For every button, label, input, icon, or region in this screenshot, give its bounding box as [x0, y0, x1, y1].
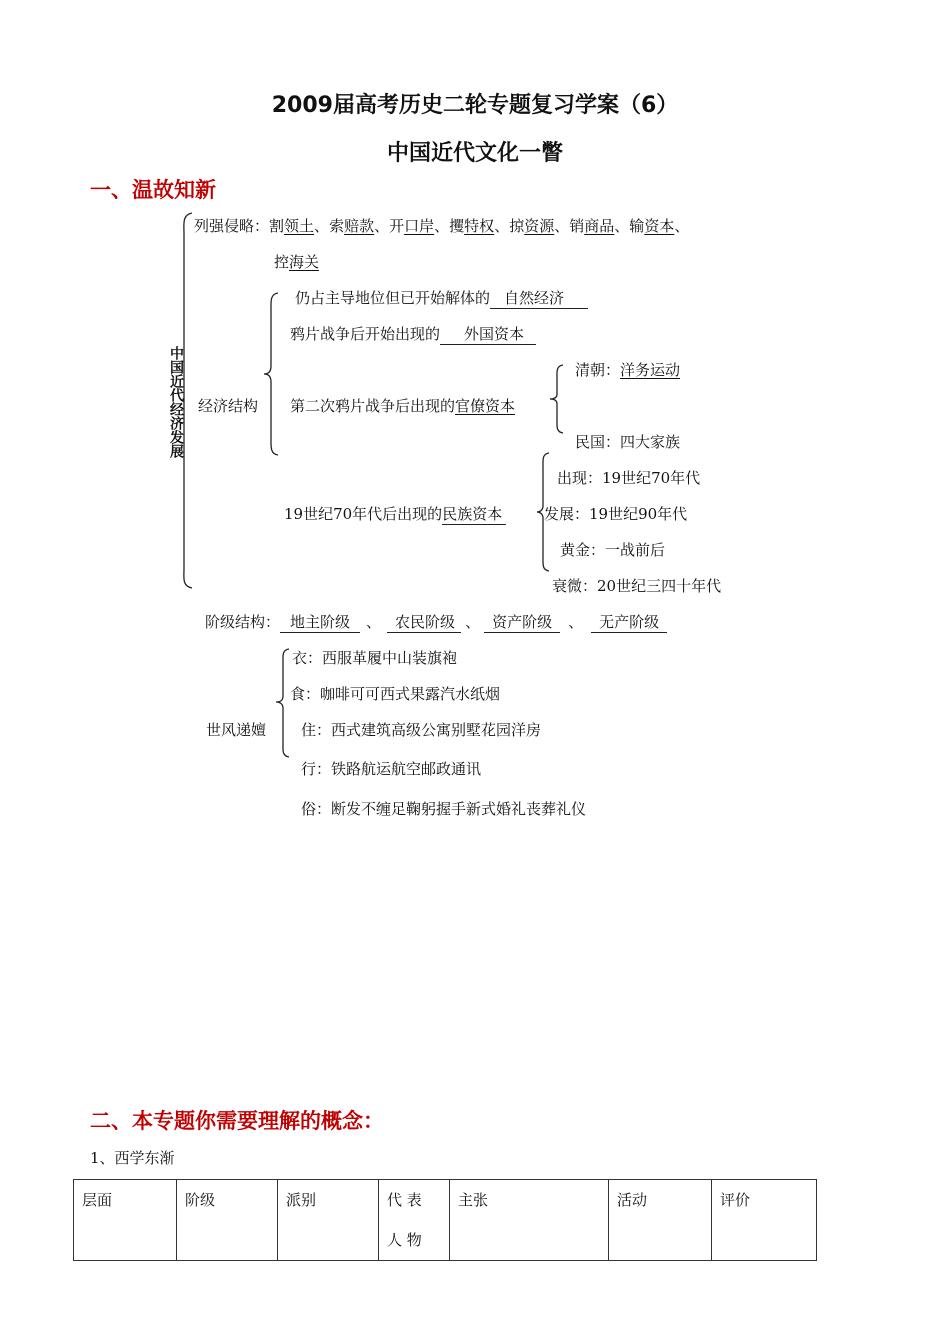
sep: 、 [314, 217, 330, 235]
customs-clothing: 衣：西服革履中山装旗袍 [292, 649, 458, 667]
republic-line: 民国：四大家族 [575, 433, 681, 451]
invasion-verb: 控 [274, 253, 290, 271]
national-stage-golden: 黄金：一战前后 [560, 541, 666, 559]
table-header-cell: 阶级 [177, 1180, 278, 1261]
bureaucratic-prefix: 第二次鸦片战争后出现的 [290, 397, 456, 415]
invasion-obj: 商品 [584, 217, 615, 235]
economy-bracket [262, 292, 280, 456]
invasion-verb: 开 [389, 217, 405, 235]
invasion-obj: 赔款 [344, 217, 375, 235]
invasion-obj: 资源 [524, 217, 555, 235]
invasion-verb: 输 [629, 217, 645, 235]
side-label-economy-development: 中国近代经济发展 [168, 346, 184, 458]
bureaucratic-capital-line [290, 397, 515, 415]
invasion-verb: 攫 [449, 217, 465, 235]
sep: 、 [366, 613, 382, 631]
class-blank: 资产阶级 [484, 614, 560, 633]
national-capital-line [284, 505, 506, 525]
customs-manners: 俗：断发不缠足鞠躬握手新式婚礼丧葬礼仪 [301, 800, 587, 818]
table-header-cell: 代 表 人 物 [379, 1180, 450, 1261]
sep: 、 [554, 217, 570, 235]
concept-table [73, 1179, 817, 1261]
customs-food: 食：咖啡可可西式果露汽水纸烟 [290, 685, 501, 703]
invasion-verb: 割 [269, 217, 285, 235]
national-stage-development: 发展：19世纪90年代 [544, 505, 688, 523]
customs-bracket [274, 648, 292, 758]
sep: 、 [465, 613, 481, 631]
section-heading-review: 一、温故知新 [90, 178, 216, 202]
table-header-cell: 层面 [74, 1180, 177, 1261]
sep: 、 [674, 217, 690, 235]
table-header-cell: 派别 [278, 1180, 379, 1261]
foreign-capital-line [290, 325, 536, 345]
foreign-prefix: 鸦片战争后开始出现的 [290, 325, 441, 343]
page-title: 2009届高考历史二轮专题复习学案（6） [271, 93, 679, 118]
table-row [74, 1180, 817, 1261]
invasion-verb: 索 [329, 217, 345, 235]
sep: 、 [494, 217, 510, 235]
natural-economy-line [295, 289, 588, 309]
invasion-verb: 掠 [509, 217, 525, 235]
national-stage-decline: 衰微：20世纪三四十年代 [552, 577, 722, 595]
bureaucratic-blank: 官僚资本 [455, 397, 516, 415]
sep: 、 [614, 217, 630, 235]
customs-label: 世风递嬗 [206, 721, 267, 739]
sep: 、 [434, 217, 450, 235]
big-bracket [178, 212, 198, 590]
invasion-obj: 资本 [644, 217, 675, 235]
sep: 、 [568, 613, 584, 631]
qing-value: 洋务运动 [620, 361, 681, 379]
economy-label: 经济结构 [198, 397, 259, 415]
concept-item-1: 1、西学东渐 [90, 1149, 175, 1167]
sep: 、 [374, 217, 390, 235]
qing-label: 清朝： [575, 361, 621, 379]
class-blank: 农民阶级 [387, 614, 461, 633]
invasion-line-2 [274, 253, 319, 271]
customs-transport: 行：铁路航运航空邮政通讯 [301, 760, 482, 778]
foreign-blank: 外国资本 [440, 326, 536, 345]
qing-line [575, 361, 680, 379]
page-subtitle: 中国近代文化一瞥 [386, 141, 563, 166]
table-header-cell: 主张 [450, 1180, 609, 1261]
class-blank: 地主阶级 [280, 614, 360, 633]
bureaucratic-bracket [548, 364, 566, 434]
invasion-obj: 口岸 [404, 217, 435, 235]
natural-prefix: 仍占主导地位但已开始解体的 [295, 289, 491, 307]
national-stage-emergence: 出现：19世纪70年代 [557, 469, 701, 487]
table-header-cell: 评价 [712, 1180, 817, 1261]
invasion-obj: 海关 [289, 253, 320, 271]
invasion-obj: 领土 [284, 217, 315, 235]
national-prefix: 19世纪70年代后出现的 [284, 505, 443, 523]
invasion-line-1 [194, 217, 689, 235]
class-structure-line [205, 613, 667, 633]
section-heading-concepts: 二、本专题你需要理解的概念： [90, 1109, 384, 1133]
national-blank: 民族资本 [442, 506, 506, 525]
table-header-cell: 活动 [609, 1180, 712, 1261]
class-label: 阶级结构： [205, 613, 281, 631]
invasion-obj: 特权 [464, 217, 495, 235]
natural-blank: 自然经济 [490, 290, 588, 309]
class-blank: 无产阶级 [591, 614, 667, 633]
customs-housing: 住：西式建筑高级公寓别墅花园洋房 [301, 721, 542, 739]
invasion-verb: 销 [569, 217, 585, 235]
invasion-label: 列强侵略： [194, 217, 270, 235]
